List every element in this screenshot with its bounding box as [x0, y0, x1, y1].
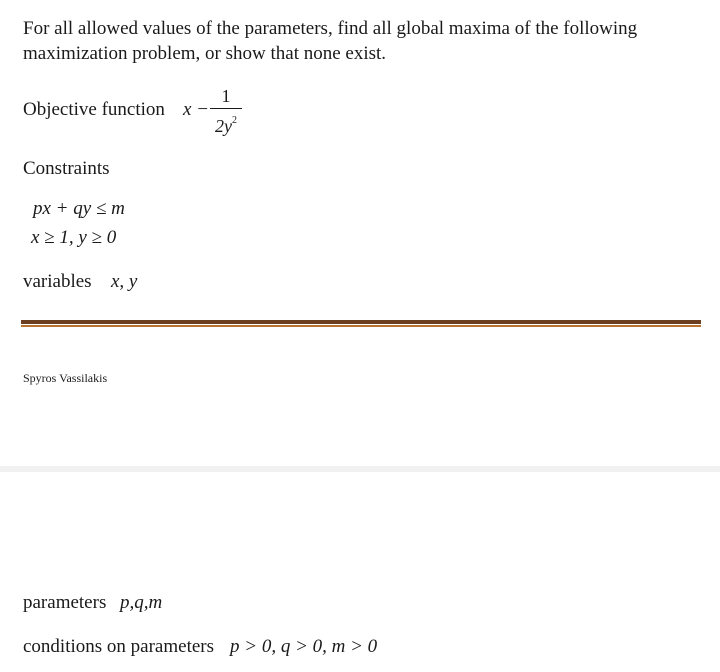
- objective-denominator: [210, 110, 242, 137]
- divider-rule-dark: [21, 320, 701, 324]
- parameters-label: parameters: [23, 592, 107, 613]
- objective-numerator: 1: [221, 86, 231, 106]
- constraint-2: x ≥ 1, y ≥ 0: [31, 227, 117, 248]
- objective-den-exponent: 2: [232, 115, 237, 126]
- fraction-bar: [210, 108, 242, 109]
- intro-line-1: For all allowed values of the parameters, find all global maxima of the following: [23, 18, 638, 39]
- author-name: Spyros Vassilakis: [23, 371, 108, 385]
- variables-label: variables: [23, 271, 92, 292]
- objective-fraction: [210, 85, 242, 137]
- variables-value: x, y: [111, 271, 138, 292]
- conditions-value: p > 0, q > 0, m > 0: [230, 636, 378, 657]
- constraint-1: px + qy ≤ m: [33, 198, 125, 219]
- divider-rule-light: [21, 325, 701, 327]
- objective-label: Objective function: [23, 99, 165, 120]
- objective-den-base: 2y: [215, 116, 232, 136]
- document-page-2: [0, 472, 720, 672]
- objective-lead: x −: [183, 99, 210, 120]
- parameters-value: p,q,m: [120, 592, 163, 613]
- constraints-label: Constraints: [23, 158, 110, 179]
- conditions-label: conditions on parameters: [23, 636, 215, 657]
- intro-line-2: maximization problem, or show that none exist.: [23, 43, 387, 64]
